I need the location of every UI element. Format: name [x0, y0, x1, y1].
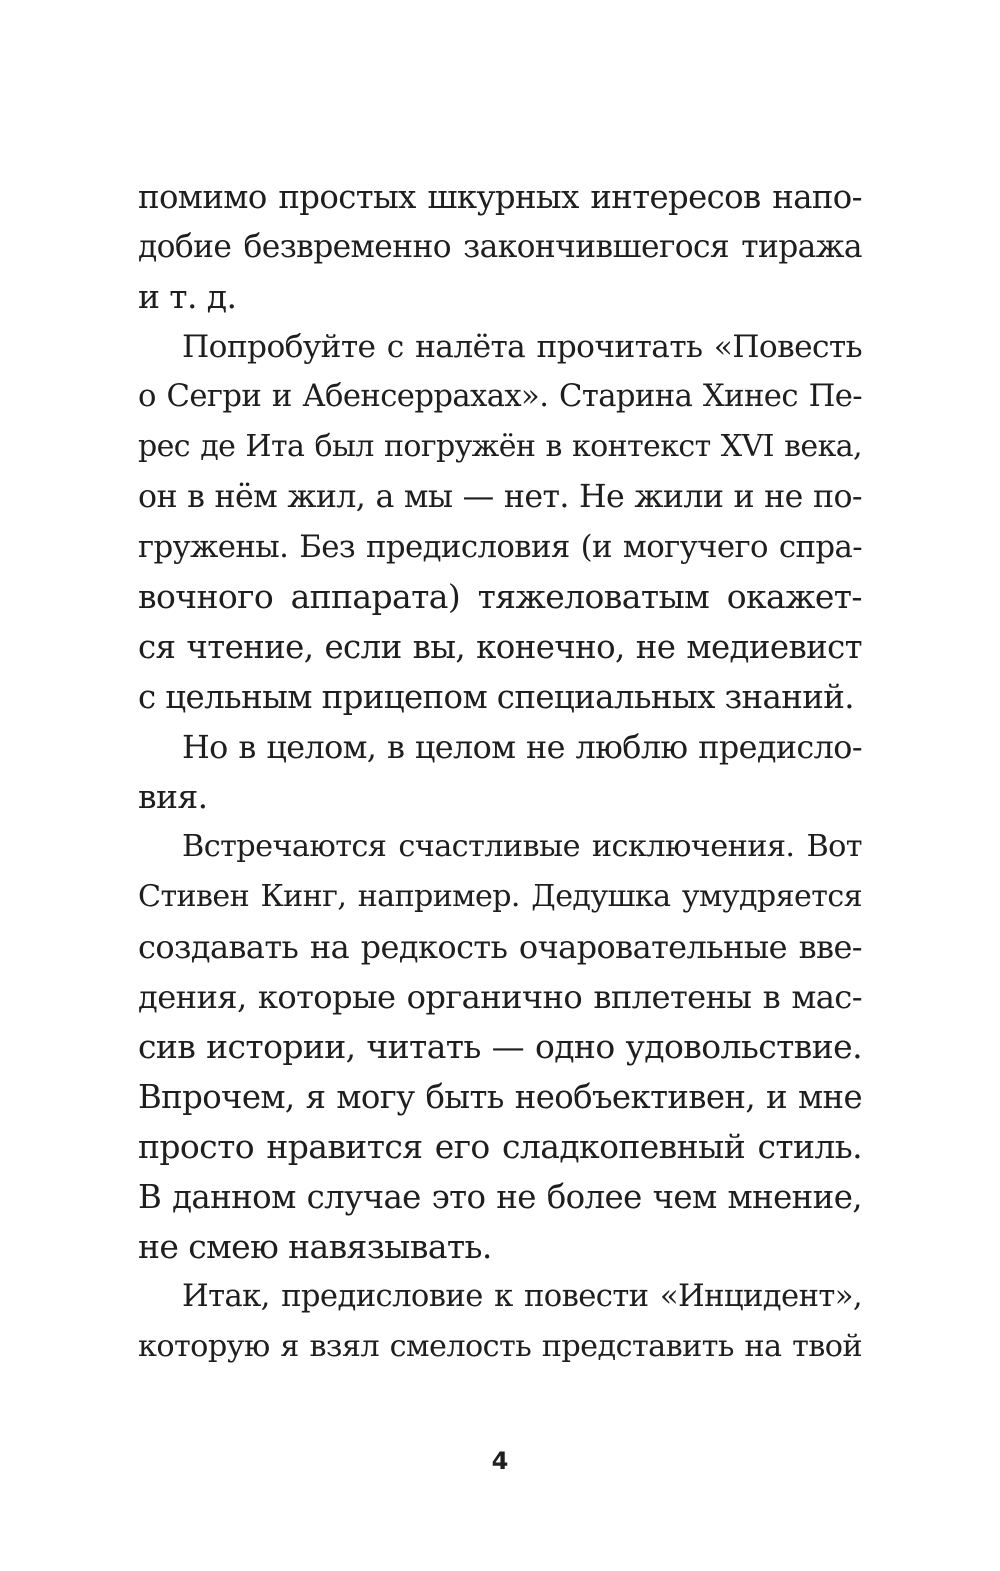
- text-line: вочного аппарата) тяжеловатым окажет-: [138, 577, 862, 616]
- page-number: 4: [491, 1447, 509, 1475]
- text-line: создавать на редкость очаровательные вве-: [138, 928, 862, 966]
- text-line: Но в целом, в целом не люблю предисло-: [182, 728, 862, 766]
- text-line: Попробуйте с налёта прочитать «Повесть: [182, 329, 862, 365]
- text-line: сив истории, читать — одно удовольствие.: [138, 1027, 862, 1066]
- text-line: дения, которые органично вплетены в мас-: [138, 978, 862, 1016]
- text-line: не смею навязывать.: [138, 1227, 492, 1266]
- text-line: помимо простых шкурных интересов напо-: [138, 178, 862, 216]
- body-text: [138, 172, 862, 1372]
- text-line: гружены. Без предисловия (и могучего спра-: [138, 529, 862, 565]
- text-line: добие безвременно закончившегося тиража: [138, 229, 862, 265]
- text-line: просто нравится его сладкопевный стиль.: [138, 1127, 862, 1166]
- text-line: ся чтение, если вы, конечно, не медиевист: [138, 628, 862, 666]
- text-line: которую я взял смелость представить на твой: [138, 1329, 862, 1364]
- text-line: о Сегри и Абенсеррахах». Старина Хинес Пе-: [138, 379, 862, 414]
- text-line: и т. д.: [138, 277, 237, 316]
- text-line: рес де Ита был погружён в контекст XVI века,: [138, 429, 862, 464]
- text-line: Впрочем, я могу быть необъективен, и мне: [138, 1078, 862, 1116]
- text-line: Встречаются счастливые исключения. Вот: [182, 829, 862, 864]
- text-line: вия.: [138, 777, 208, 816]
- text-line: с цельным прицепом специальных знаний.: [138, 678, 854, 716]
- text-line: он в нём жил, а мы — нет. Не жили и не по-: [138, 479, 862, 515]
- text-line: Стивен Кинг, например. Дедушка умудряется: [138, 879, 862, 914]
- text-line: В данном случае это не более чем мнение,: [138, 1178, 862, 1216]
- text-line: Итак, предисловие к повести «Инцидент»,: [182, 1279, 862, 1314]
